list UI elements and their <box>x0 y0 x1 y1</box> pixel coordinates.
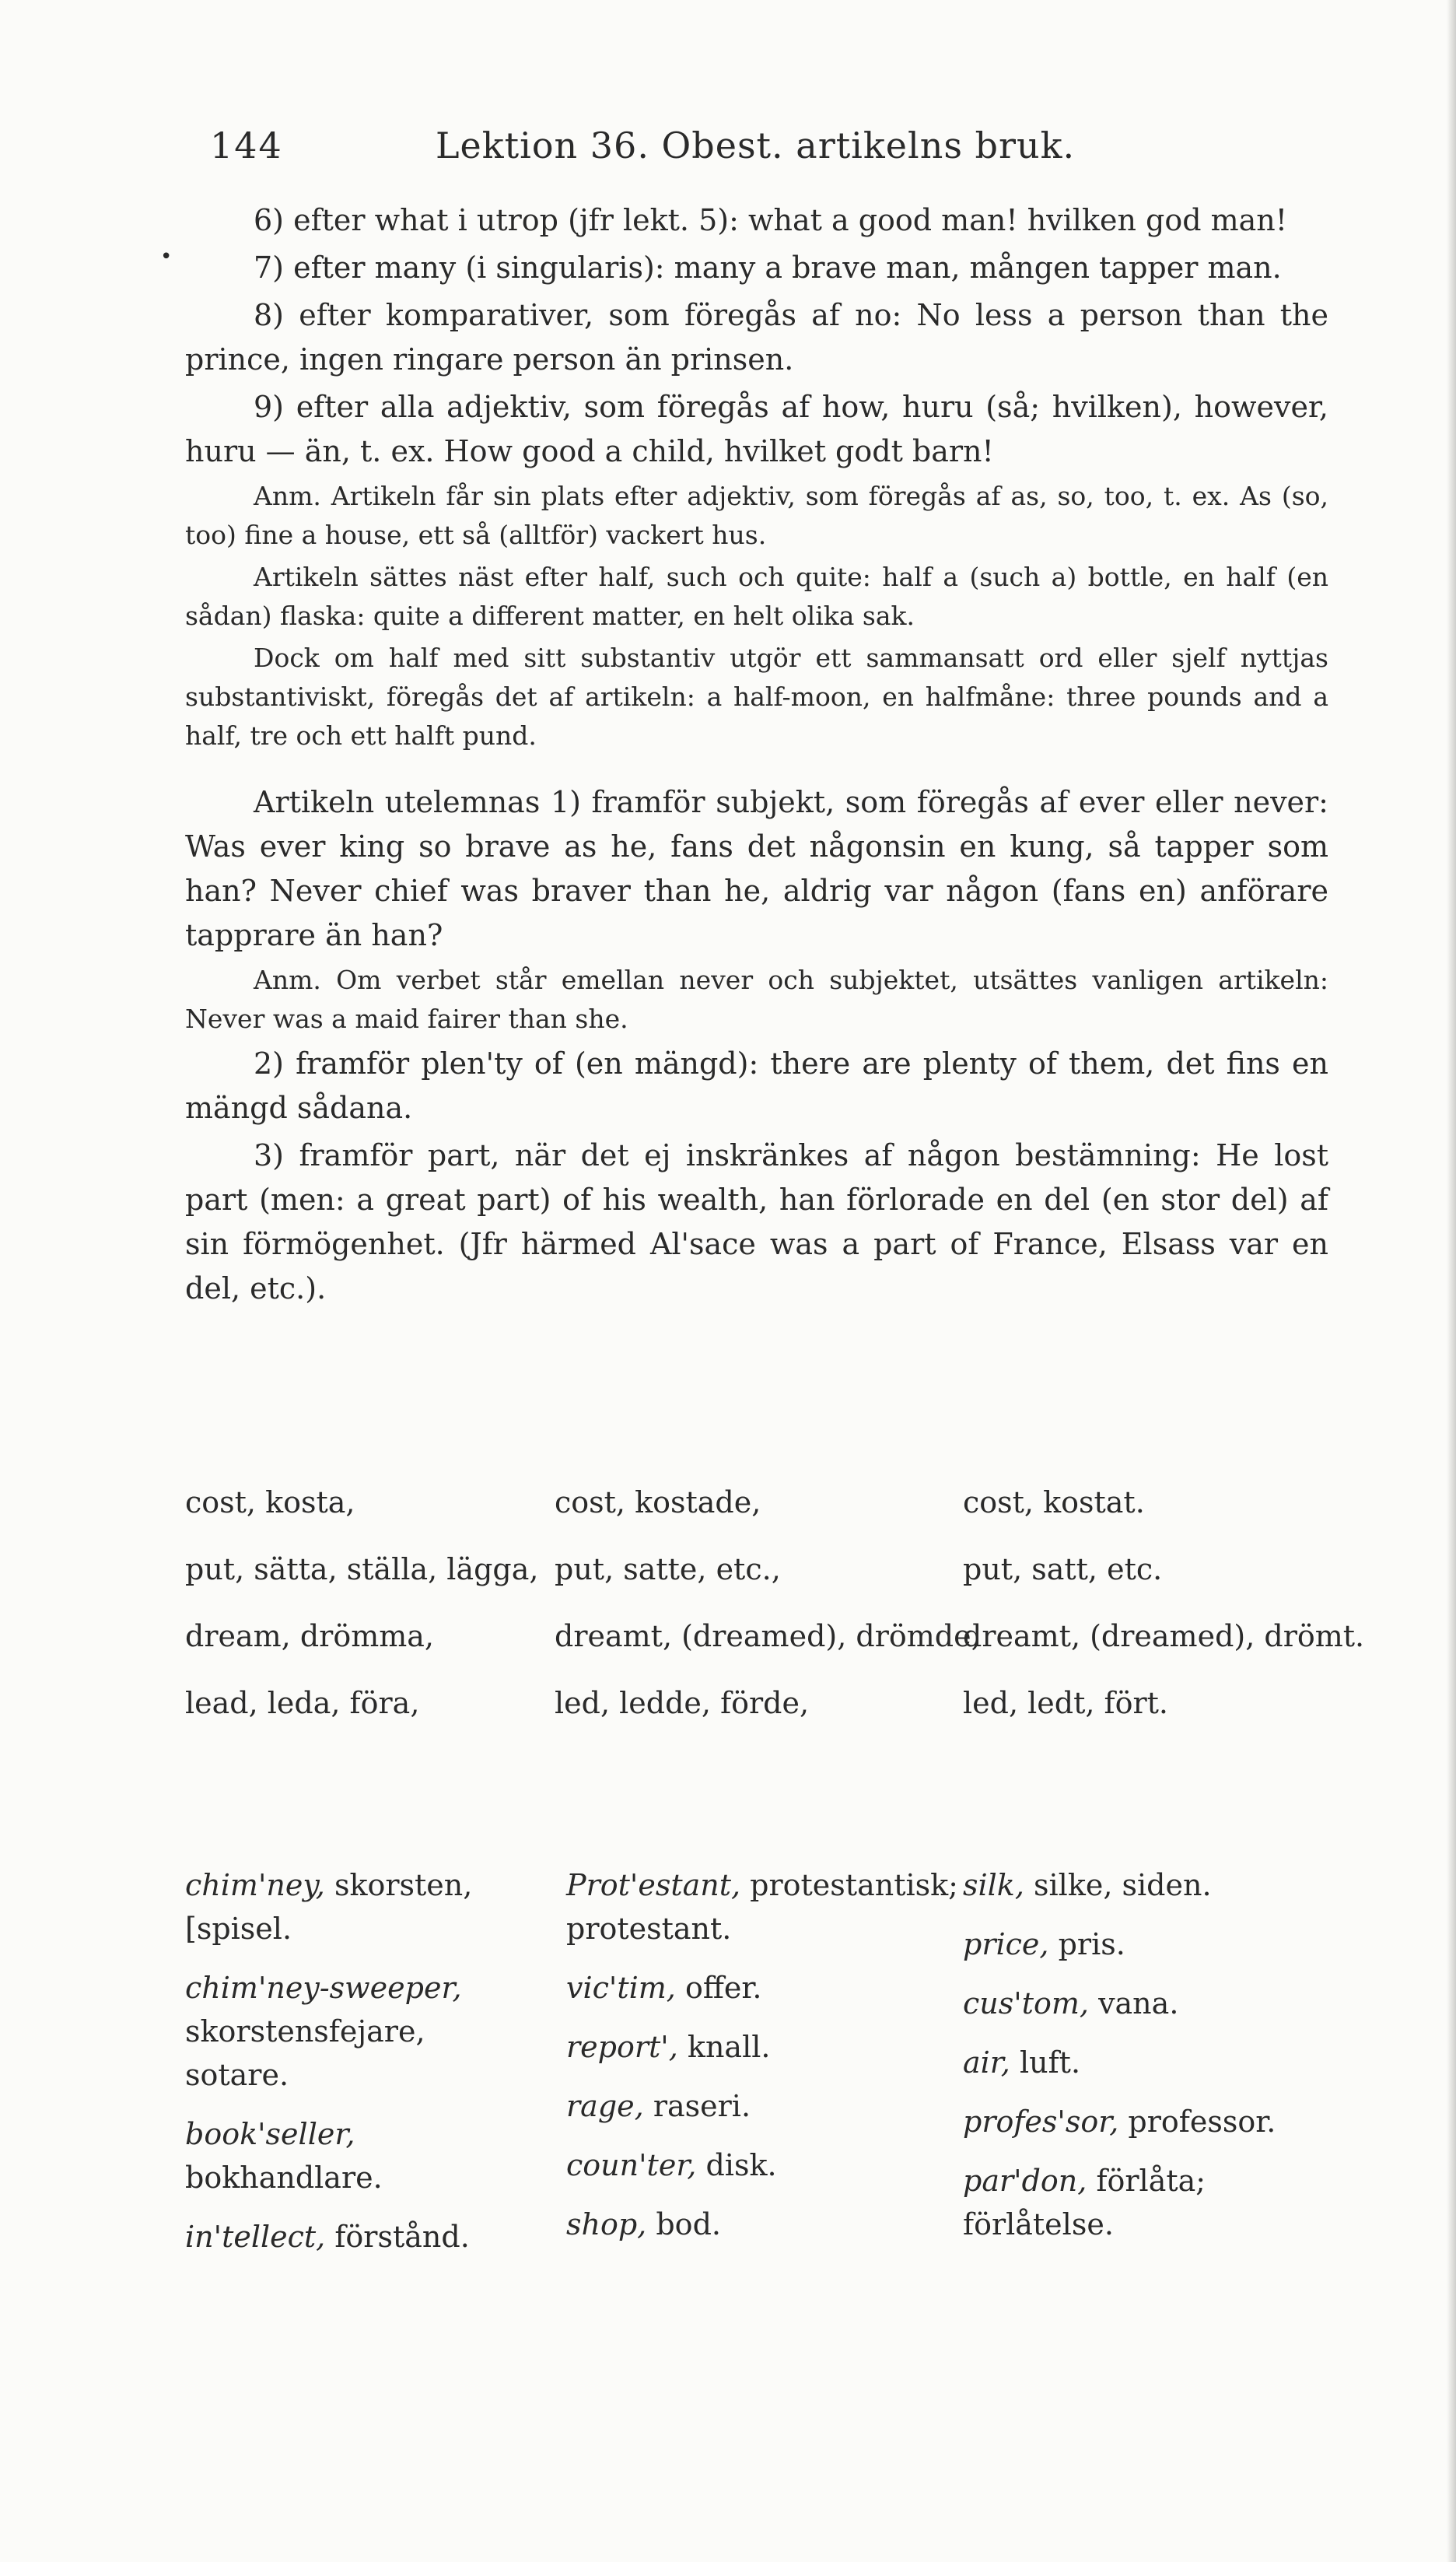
verb-row: put, satt, etc. <box>963 1552 1163 1586</box>
verb-col-past <box>555 1482 981 1750</box>
word-list-col-2 <box>566 1863 971 2262</box>
page-edge-shadow <box>1447 0 1456 2562</box>
list-item: vic'tim, offer. <box>566 1971 762 2005</box>
omission-rule-3: 3) framför part, när det ej inskränkes af någon bestämning: He lost part (men: a great part) of his wealth, han förlorade en del (en stor del) af sin förmögenhet. (Jfr härmed Al'sace was a part of France, Elsass var en del, etc.). <box>185 1138 1328 1306</box>
word-list <box>185 1863 1328 2330</box>
list-item: chim'ney-sweeper, skorstensfejare, sotare. <box>185 1971 462 2092</box>
verb-row: led, ledde, förde, <box>555 1686 810 1720</box>
verb-row: dream, drömma, <box>185 1619 434 1653</box>
list-item: report', knall. <box>566 2030 771 2064</box>
list-item: price, pris. <box>963 1927 1125 1961</box>
list-item: Prot'estant, protestantisk; protestant. <box>566 1868 958 1946</box>
verb-row: cost, kostat. <box>963 1485 1145 1519</box>
verb-col-present <box>185 1482 551 1750</box>
omission-rule-1: Artikeln utelemnas 1) framför subjekt, som föregås af ever eller never: Was ever king so brave as he, fans det någonsin en kung, så tapper som han? Never chief was braver than he, aldrig var någon (fans en) anförare tapprare än han? <box>185 785 1328 952</box>
verb-row: dreamt, (dreamed), drömde, <box>555 1619 981 1653</box>
note-anm-2: Anm. Om verbet står emellan never och subjektet, utsättes vanligen artikeln: Never was a maid fairer than she. <box>185 965 1328 1034</box>
page-number: 144 <box>210 124 283 166</box>
list-item: chim'ney, skorsten, [spisel. <box>185 1868 473 1946</box>
note-anm-1: Anm. Artikeln får sin plats efter adjektiv, som föregås af as, so, too, t. ex. As (so, too) fine a house, ett så (alltför) vackert hus. <box>185 481 1328 550</box>
verb-row: dreamt, (dreamed), drömt. <box>963 1619 1365 1653</box>
list-item: shop, bod. <box>566 2207 721 2241</box>
list-item: cus'tom, vana. <box>963 1986 1179 2021</box>
margin-dot: • <box>160 245 173 268</box>
rule-6: 6) efter what i utrop (jfr lekt. 5): what a good man! hvilken god man! <box>254 203 1288 237</box>
verb-row: put, satte, etc., <box>555 1552 781 1586</box>
note-half: Artikeln sättes näst efter half, such och quite: half a (such a) bottle, en half (en sådan) flaska: quite a different matter, en helt olika sak. <box>185 562 1328 631</box>
list-item: par'don, förlåta; förlåtelse. <box>963 2164 1206 2241</box>
verb-row: put, sätta, ställa, lägga, <box>185 1552 539 1586</box>
list-item: coun'ter, disk. <box>566 2148 777 2182</box>
running-head: Lektion 36. Obest. artikelns bruk. <box>436 124 1076 166</box>
word-list-col-1 <box>185 1863 527 2274</box>
list-item: rage, raseri. <box>566 2089 751 2123</box>
verb-col-participle <box>963 1482 1365 1750</box>
verb-row: cost, kosta, <box>185 1485 355 1519</box>
rule-9: 9) efter alla adjektiv, som föregås af how, huru (så; hvilken), however, huru — än, t. ex. How good a child, hvilket godt barn! <box>185 390 1328 468</box>
verb-row: led, ledt, fört. <box>963 1686 1168 1720</box>
list-item: book'seller, bokhandlare. <box>185 2117 383 2195</box>
rule-8: 8) efter komparativer, som föregås af no: No less a person than the prince, ingen ringare person än prinsen. <box>185 298 1328 377</box>
word-list-col-3 <box>963 1863 1328 2262</box>
list-item: silk, silke, siden. <box>963 1868 1212 1902</box>
verb-row: cost, kostade, <box>555 1485 761 1519</box>
note-dock: Dock om half med sitt substantiv utgör ett sammansatt ord eller sjelf nyttjas substantiviskt, föregås det af artikeln: a half-moon, en halfmåne: three pounds and a half, tre och ett halft pund. <box>185 643 1328 751</box>
list-item: profes'sor, professor. <box>963 2105 1276 2139</box>
rule-7: 7) efter many (i singularis): many a brave man, mången tapper man. <box>254 251 1282 285</box>
list-item: air, luft. <box>963 2045 1081 2080</box>
omission-rule-2: 2) framför plen'ty of (en mängd): there are plenty of them, det fins en mängd sådana. <box>185 1046 1328 1125</box>
verb-forms-table <box>185 1482 1365 1809</box>
list-item: in'tellect, förstånd. <box>185 2220 470 2254</box>
page-header <box>210 124 1346 179</box>
verb-row: lead, leda, föra, <box>185 1686 420 1720</box>
main-text <box>185 198 1328 1314</box>
